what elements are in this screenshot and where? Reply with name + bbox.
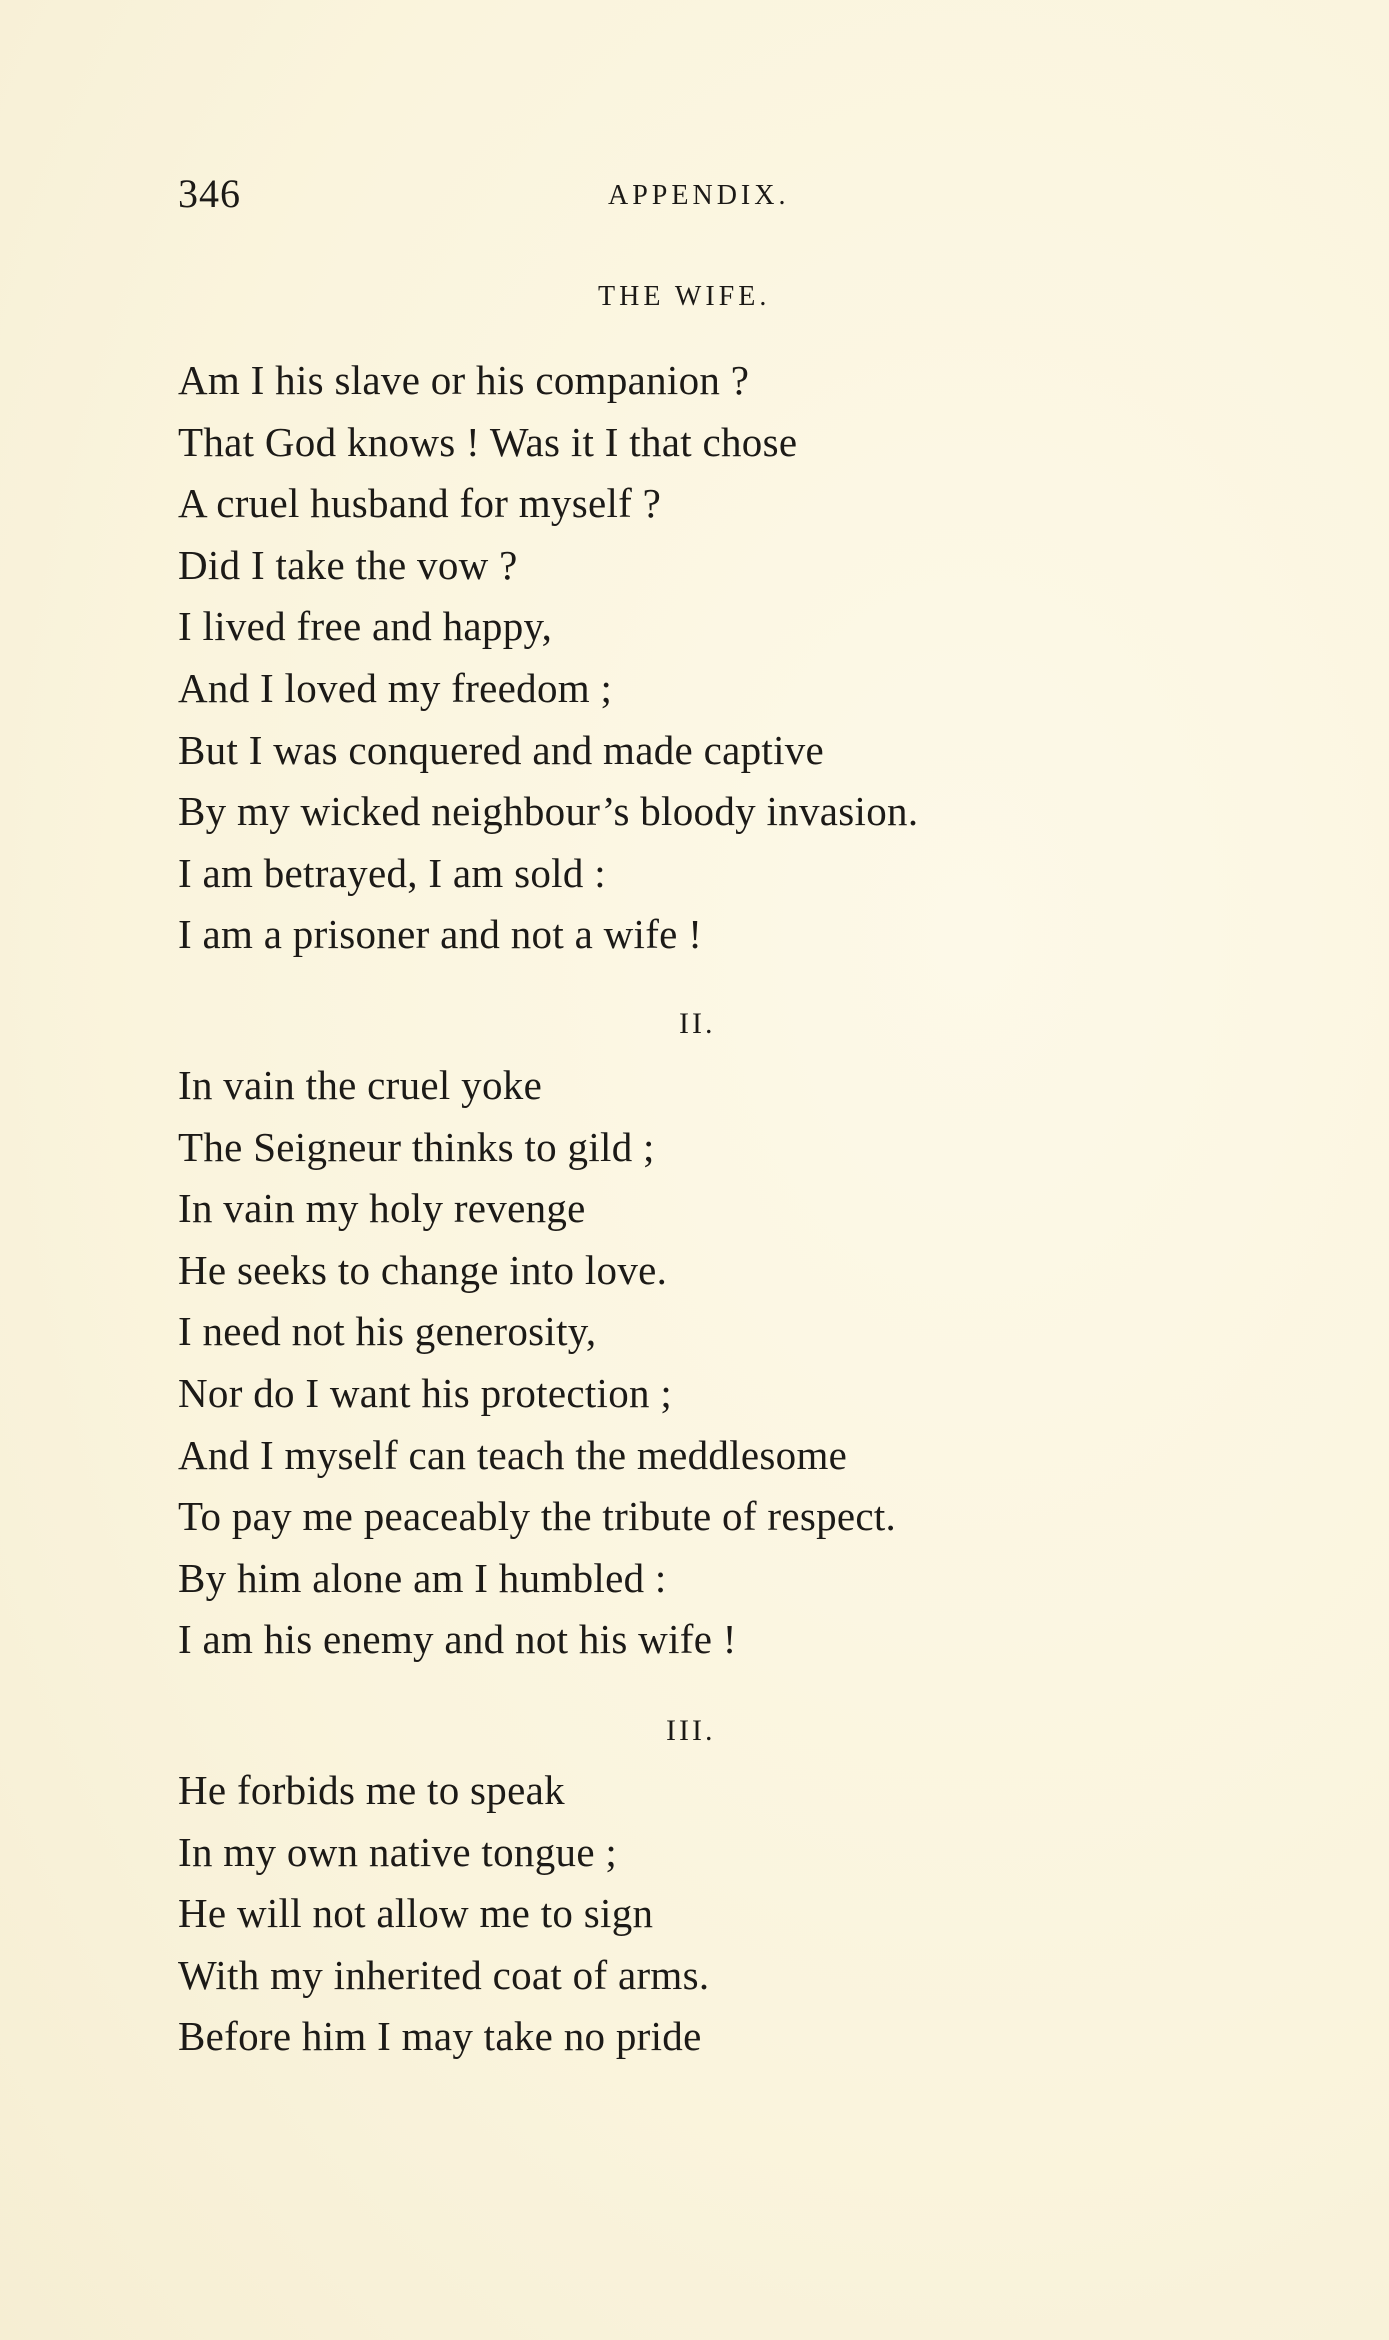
poem-line: I am a prisoner and not a wife ! [178, 911, 703, 958]
poem-line: He will not allow me to sign [178, 1890, 654, 1937]
stanza-1 [178, 350, 918, 966]
poem-line: In vain my holy revenge [178, 1185, 586, 1232]
poem-line: In vain the cruel yoke [178, 1062, 543, 1108]
poem-line: In my own native tongue ; [178, 1828, 618, 1875]
page-number: 346 [178, 171, 241, 216]
stanza-number: III. [666, 1714, 716, 1747]
poem-line: By him alone am I humbled : [178, 1554, 667, 1601]
poem-line: I lived free and happy, [178, 603, 553, 650]
poem-title: THE WIFE. [598, 281, 771, 312]
poem-line: The Seigneur thinks to gild ; [178, 1123, 655, 1170]
poem-line: Am I his slave or his companion ? [178, 357, 750, 403]
poem-line: That God knows ! Was it I that chose [178, 418, 798, 465]
poem-line: A cruel husband for myself ? [178, 480, 662, 527]
poem-line: Nor do I want his protection ; [178, 1369, 673, 1416]
poem-line: He seeks to change into love. [178, 1246, 668, 1293]
poem-line: I am betrayed, I am sold : [178, 849, 606, 896]
poem-line: Before him I may take no pride [178, 2013, 702, 2060]
poem-line: But I was conquered and made captive [178, 726, 825, 773]
poem-line: I need not his generosity, [178, 1308, 597, 1355]
poem-line: He forbids me to speak [178, 1767, 565, 1813]
poem-line: With my inherited coat of arms. [178, 1951, 710, 1998]
poem-line: And I myself can teach the meddlesome [178, 1431, 848, 1478]
poem-line: Did I take the vow ? [178, 541, 518, 588]
stanza-3 [178, 1760, 709, 2068]
running-head: APPENDIX. [608, 180, 790, 211]
stanza-2 [178, 1055, 896, 1671]
poem-line: And I loved my freedom ; [178, 664, 613, 711]
poem-line: By my wicked neighbour’s bloody invasion. [178, 788, 919, 835]
poem-line: To pay me peaceably the tribute of respect. [178, 1493, 897, 1540]
poem-line: I am his enemy and not his wife ! [178, 1616, 737, 1663]
stanza-number: II. [679, 1007, 716, 1040]
